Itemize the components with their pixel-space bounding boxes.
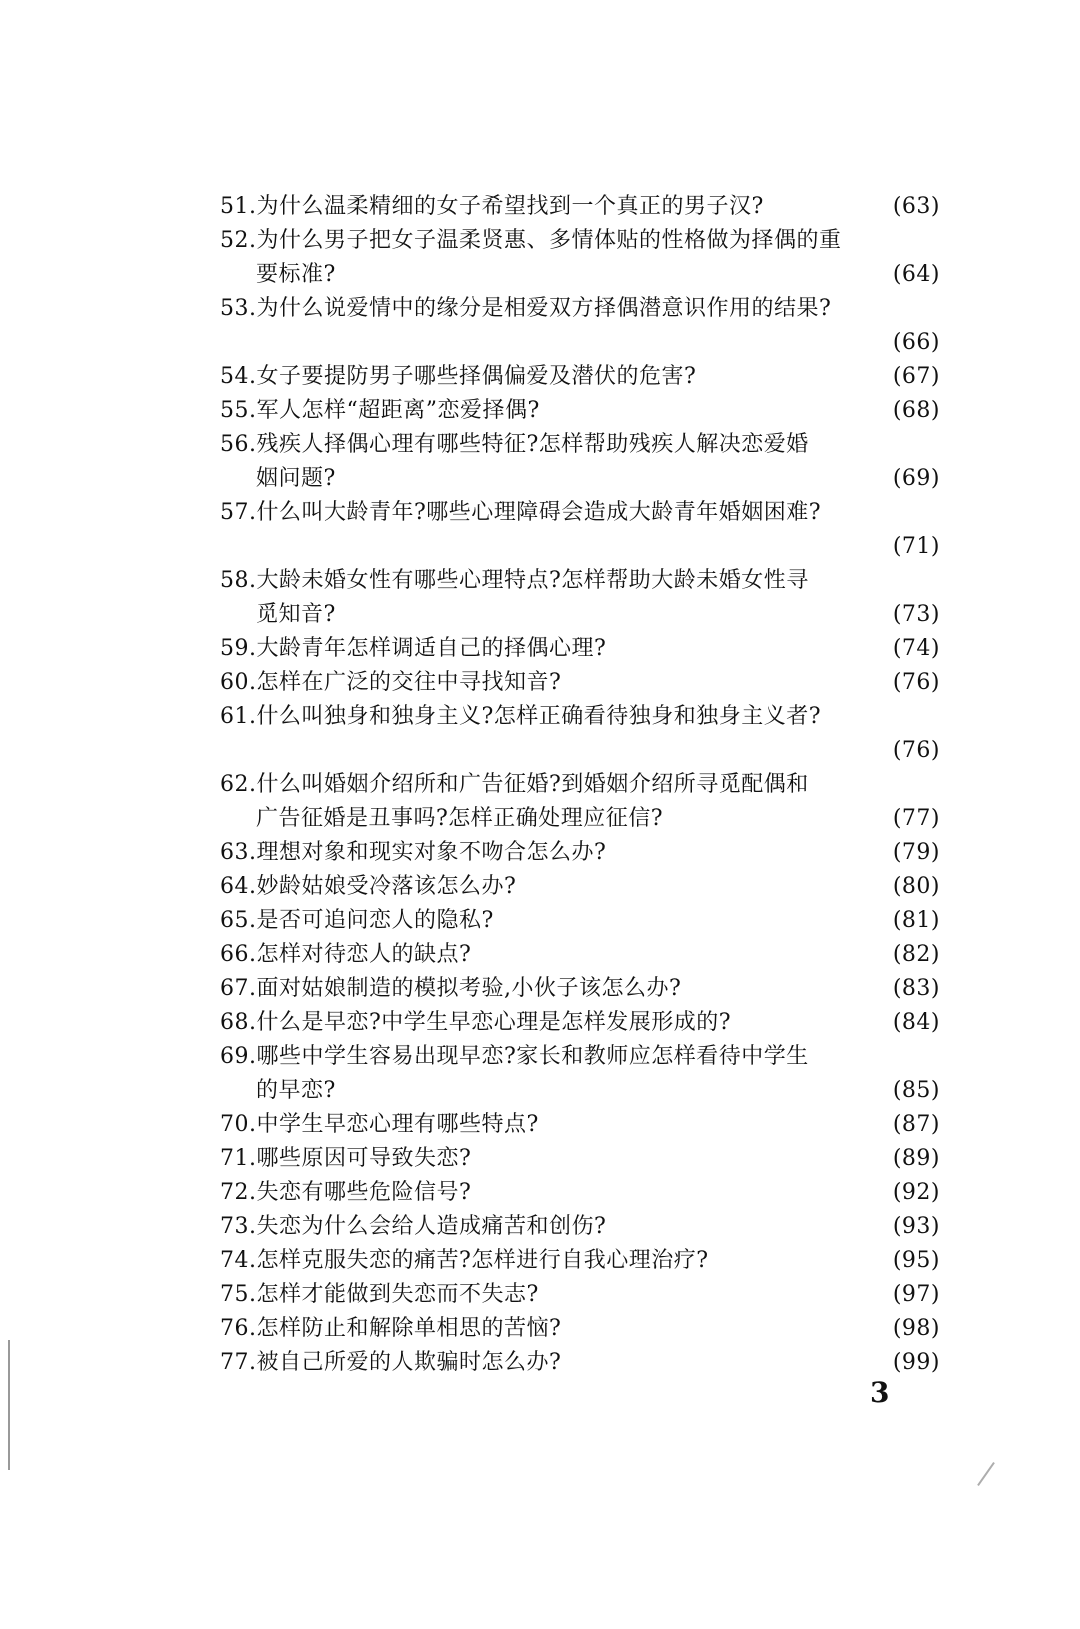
toc-entry-title: 要标准? xyxy=(256,262,336,287)
toc-entry-title: 64.妙龄姑娘受冷落该怎么办? xyxy=(220,874,517,899)
toc-entry xyxy=(220,1244,940,1278)
toc-entry-title: 73.失恋为什么会给人造成痛苦和创伤? xyxy=(220,1214,607,1239)
toc-entry-line xyxy=(220,904,940,938)
toc-entry-line xyxy=(220,666,940,700)
toc-page-ref: (77) xyxy=(892,806,940,831)
toc-entry-line xyxy=(220,1040,940,1074)
toc-entry-title: 68.什么是早恋?中学生早恋心理是怎样发展形成的? xyxy=(220,1010,732,1035)
toc-entry-line xyxy=(220,802,940,836)
toc-entry-title: 77.被自己所爱的人欺骗时怎么办? xyxy=(220,1350,562,1375)
toc-page-ref: (87) xyxy=(892,1112,940,1137)
toc-entry-title: 75.怎样才能做到失恋而不失志? xyxy=(220,1282,539,1307)
page-number: 3 xyxy=(870,1376,890,1409)
toc-entry-title: 的早恋? xyxy=(256,1078,336,1103)
toc-entry-title: 58.大龄未婚女性有哪些心理特点?怎样帮助大龄未婚女性寻 xyxy=(220,568,809,593)
toc-entry-title: 63.理想对象和现实对象不吻合怎么办? xyxy=(220,840,607,865)
toc-entry xyxy=(220,1040,940,1108)
toc-entry xyxy=(220,564,940,632)
toc-entry xyxy=(220,1210,940,1244)
table-of-contents xyxy=(220,190,940,1380)
toc-page-ref: (76) xyxy=(892,670,940,695)
toc-entry-line xyxy=(220,1244,940,1278)
toc-page-ref: (74) xyxy=(892,636,940,661)
toc-entry-line xyxy=(220,462,940,496)
toc-entry-line xyxy=(220,360,940,394)
toc-entry xyxy=(220,1142,940,1176)
toc-page-ref: (92) xyxy=(892,1180,940,1205)
toc-entry-line xyxy=(220,496,940,530)
toc-entry xyxy=(220,428,940,496)
toc-entry-line xyxy=(220,564,940,598)
toc-entry xyxy=(220,1278,940,1312)
toc-entry-title: 65.是否可追问恋人的隐私? xyxy=(220,908,494,933)
toc-entry xyxy=(220,292,940,360)
toc-entry xyxy=(220,972,940,1006)
toc-entry xyxy=(220,190,940,224)
toc-entry-title: 67.面对姑娘制造的模拟考验,小伙子该怎么办? xyxy=(220,976,682,1001)
toc-page-ref: (83) xyxy=(892,976,940,1001)
toc-entry-title: 72.失恋有哪些危险信号? xyxy=(220,1180,472,1205)
toc-entry-line xyxy=(220,870,940,904)
toc-entry xyxy=(220,360,940,394)
toc-entry-title: 69.哪些中学生容易出现早恋?家长和教师应怎样看待中学生 xyxy=(220,1044,809,1069)
toc-entry-line xyxy=(220,836,940,870)
toc-entry-title: 76.怎样防止和解除单相思的苦恼? xyxy=(220,1316,562,1341)
toc-entry-line xyxy=(220,1142,940,1176)
toc-entry-line xyxy=(220,734,940,768)
toc-entry-line xyxy=(220,292,940,326)
toc-entry-title: 52.为什么男子把女子温柔贤惠、多情体贴的性格做为择偶的重 xyxy=(220,228,842,253)
toc-entry-title: 74.怎样克服失恋的痛苦?怎样进行自我心理治疗? xyxy=(220,1248,709,1273)
toc-entry-title: 54.女子要提防男子哪些择偶偏爱及潜伏的危害? xyxy=(220,364,697,389)
toc-page-ref: (76) xyxy=(892,738,940,763)
toc-entry-title: 66.怎样对待恋人的缺点? xyxy=(220,942,472,967)
toc-entry-line xyxy=(220,1006,940,1040)
toc-entry-title: 71.哪些原因可导致失恋? xyxy=(220,1146,472,1171)
toc-entry-line xyxy=(220,224,940,258)
toc-entry xyxy=(220,666,940,700)
toc-page-ref: (93) xyxy=(892,1214,940,1239)
toc-page-ref: (97) xyxy=(892,1282,940,1307)
toc-page-ref: (81) xyxy=(892,908,940,933)
toc-entry-line xyxy=(220,1074,940,1108)
toc-page-ref: (66) xyxy=(892,330,940,355)
toc-entry-title: 51.为什么温柔精细的女子希望找到一个真正的男子汉? xyxy=(220,194,764,219)
toc-page-ref: (82) xyxy=(892,942,940,967)
toc-entry-title: 55.军人怎样“超距离”恋爱择偶? xyxy=(220,398,540,423)
toc-entry xyxy=(220,1006,940,1040)
toc-entry-title: 61.什么叫独身和独身主义?怎样正确看待独身和独身主义者? xyxy=(220,704,822,729)
toc-entry xyxy=(220,870,940,904)
toc-entry xyxy=(220,700,940,768)
toc-entry-line xyxy=(220,1346,940,1380)
toc-page-ref: (79) xyxy=(892,840,940,865)
toc-entry-line xyxy=(220,938,940,972)
toc-entry-title: 56.残疾人择偶心理有哪些特征?怎样帮助残疾人解决恋爱婚 xyxy=(220,432,809,457)
toc-entry-line xyxy=(220,428,940,462)
toc-entry-title: 59.大龄青年怎样调适自己的择偶心理? xyxy=(220,636,607,661)
toc-entry xyxy=(220,224,940,292)
toc-entry-line xyxy=(220,598,940,632)
toc-entry-title: 觅知音? xyxy=(256,602,336,627)
toc-entry xyxy=(220,1176,940,1210)
toc-entry-line xyxy=(220,1278,940,1312)
scan-edge-mark xyxy=(8,1340,10,1470)
toc-page-ref: (98) xyxy=(892,1316,940,1341)
toc-page-ref: (95) xyxy=(892,1248,940,1273)
scan-stray-mark xyxy=(977,1462,995,1486)
toc-entry-title: 53.为什么说爱情中的缘分是相爱双方择偶潜意识作用的结果? xyxy=(220,296,832,321)
toc-page-ref: (63) xyxy=(892,194,940,219)
toc-entry-line xyxy=(220,632,940,666)
toc-page-ref: (71) xyxy=(892,534,940,559)
toc-entry-line xyxy=(220,700,940,734)
toc-entry xyxy=(220,1108,940,1142)
toc-entry xyxy=(220,836,940,870)
toc-entry-title: 62.什么叫婚姻介绍所和广告征婚?到婚姻介绍所寻觅配偶和 xyxy=(220,772,809,797)
toc-entry-line xyxy=(220,1312,940,1346)
toc-entry-line xyxy=(220,1176,940,1210)
toc-entry-title: 70.中学生早恋心理有哪些特点? xyxy=(220,1112,539,1137)
toc-entry-line xyxy=(220,326,940,360)
toc-page-ref: (64) xyxy=(892,262,940,287)
toc-entry-line xyxy=(220,394,940,428)
toc-page-ref: (99) xyxy=(892,1350,940,1375)
toc-page-ref: (73) xyxy=(892,602,940,627)
toc-entry xyxy=(220,1312,940,1346)
toc-entry xyxy=(220,394,940,428)
toc-entry xyxy=(220,768,940,836)
toc-entry-title: 广告征婚是丑事吗?怎样正确处理应征信? xyxy=(256,806,664,831)
toc-entry xyxy=(220,632,940,666)
toc-entry-title: 60.怎样在广泛的交往中寻找知音? xyxy=(220,670,562,695)
toc-page-ref: (69) xyxy=(892,466,940,491)
toc-entry-line xyxy=(220,1210,940,1244)
toc-page-ref: (68) xyxy=(892,398,940,423)
toc-entry xyxy=(220,496,940,564)
toc-page-ref: (85) xyxy=(892,1078,940,1103)
toc-page-ref: (67) xyxy=(892,364,940,389)
toc-entry-line xyxy=(220,768,940,802)
toc-entry-title: 57.什么叫大龄青年?哪些心理障碍会造成大龄青年婚姻困难? xyxy=(220,500,822,525)
toc-page-ref: (84) xyxy=(892,1010,940,1035)
toc-entry-line xyxy=(220,258,940,292)
toc-page-ref: (80) xyxy=(892,874,940,899)
toc-entry-line xyxy=(220,972,940,1006)
toc-entry-line xyxy=(220,190,940,224)
toc-entry xyxy=(220,1346,940,1380)
toc-entry-line xyxy=(220,1108,940,1142)
toc-entry-line xyxy=(220,530,940,564)
toc-entry xyxy=(220,938,940,972)
toc-entry xyxy=(220,904,940,938)
toc-page-ref: (89) xyxy=(892,1146,940,1171)
toc-entry-title: 姻问题? xyxy=(256,466,336,491)
